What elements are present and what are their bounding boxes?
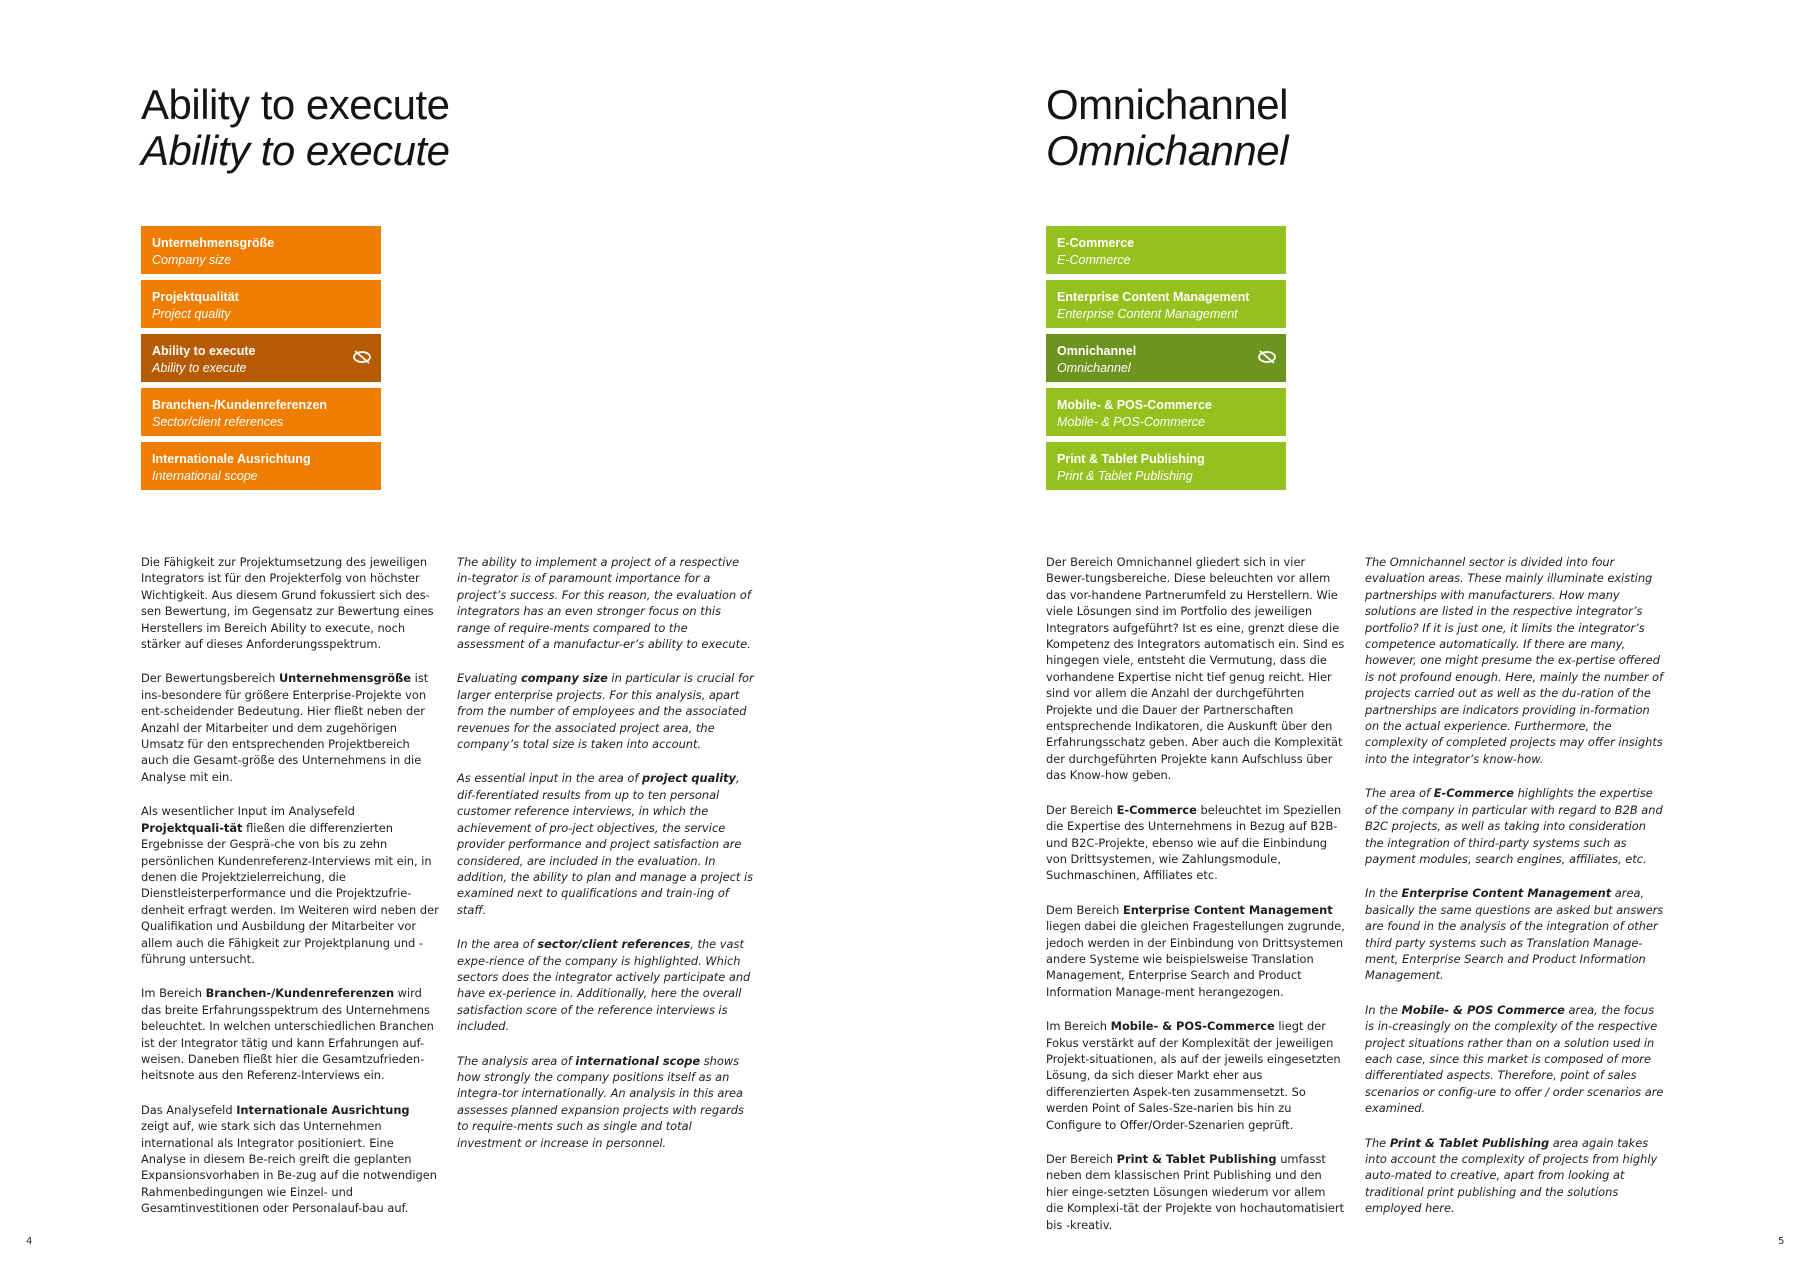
menu-item-label-de: Unternehmensgröße xyxy=(152,236,275,250)
body-column-en xyxy=(457,554,757,1169)
eye-off-icon xyxy=(1257,349,1277,365)
body-column-en xyxy=(1365,554,1665,1235)
menu-item-project-quality[interactable] xyxy=(141,280,381,328)
page-title xyxy=(141,82,450,174)
right-page xyxy=(900,0,1800,1272)
menu-item-label-de: Branchen-/Kundenreferenzen xyxy=(152,398,328,412)
menu-item-label-de: Internationale Ausrichtung xyxy=(152,452,311,466)
page-title-de: Omnichannel xyxy=(1046,81,1288,128)
paragraph: Als wesentlicher Input im Analysefeld Projektquali-tät fließen die differenzierten Ergebnisse der Gesprä-che von bis zu zehn persönlichen Kundenreferenz-Interviews mit ein, in denen die Projektzielerreichung, die Dienstleisterperformance und die Projektzufrie-denheit erfragt werden. Im Weiteren wird neben der Qualifikation und Ausbildung der Mitarbeiter vor allem auch die Fähigkeit zur Projektplanung und -führung untersucht. xyxy=(141,804,439,966)
paragraph: In the Enterprise Content Management area, basically the same questions are asked but answers are found in the analysis of the integration of other third party systems such as Translation Manage-ment, Enterprise Search and Product Information Management. xyxy=(1365,886,1664,983)
paragraph: In the area of sector/client references, the vast expe-rience of the company is highlighted. Which sectors does the integrator actively participate and have ex-perience in. Additionally, here the overall satisfaction score of the reference interviews is included. xyxy=(457,937,751,1034)
menu-item-label-en: Company size xyxy=(152,253,232,267)
menu-item-label-en: Ability to execute xyxy=(152,361,247,375)
menu-item-label-de: Mobile- & POS-Commerce xyxy=(1057,398,1212,412)
menu-item-label-de: Omnichannel xyxy=(1057,344,1137,358)
paragraph: The area of E-Commerce highlights the expertise of the company in particular with regard to B2B and B2C projects, as well as taking into consideration the integration of third-party systems such as payment modules, search engines, affiliates, etc. xyxy=(1365,786,1663,866)
page-title-en: Omnichannel xyxy=(1046,127,1288,174)
paragraph: Im Bereich Branchen-/Kundenreferenzen wird das breite Erfahrungsspektrum des Unternehmens beleuchtet. In welchen unterschiedlichen Branchen ist der Integrator tätig und kann Erfahrungen auf-weisen. Daneben fließt hier die Gesamtzufrieden-heitsnote aus den Referenz-Interviews ein. xyxy=(141,986,434,1083)
page-number: 4 xyxy=(26,1236,33,1247)
page-title xyxy=(1046,82,1288,174)
menu-item-ability-to-execute[interactable] xyxy=(141,334,381,382)
menu-item-label-de: Ability to execute xyxy=(152,344,256,358)
paragraph: Dem Bereich Enterprise Content Management liegen dabei die gleichen Fragestellungen zugrunde, jedoch werden in der Einbindung von Drittsystemen andere Systeme wie beispielsweise Translation Management, Enterprise Search and Product Information Manage-ment herangezogen. xyxy=(1046,902,1345,999)
paragraph: Der Bereich E-Commerce beleuchtet im Speziellen die Expertise des Unternehmens in Bezug auf B2B- und B2C-Projekte, ebenso wie auf die Einbindung von Drittsystemen, wie Zahlungsmodule, Suchmaschinen, Affiliates etc. xyxy=(1046,802,1342,883)
paragraph: As essential input in the area of project quality, dif-ferentiated results from up to ten personal customer reference interviews, in which the achievement of pro-ject objectives, the service provider performance and project satisfaction are considered, are included in the evaluation. In addition, the ability to plan and manage a project is examined next to qualifications and train-ing of staff. xyxy=(457,771,754,917)
page-number: 5 xyxy=(1778,1236,1785,1247)
menu-item-sector-client-references[interactable] xyxy=(141,388,381,436)
paragraph: The analysis area of international scope shows how strongly the company positions itself as an integra-tor internationally. An analysis in this area assesses planned expansion projects with regards to require-ments such as single and total investment or increase in personnel. xyxy=(457,1053,744,1150)
menu-item-print-tablet-publishing[interactable] xyxy=(1046,442,1286,490)
paragraph: Der Bewertungsbereich Unternehmensgröße ist ins-besondere für größere Enterprise-Projekte von ent-scheidender Bedeutung. Hier fließt neben der Anzahl der Mitarbeiter und dem zugehörigen Umsatz für den entsprechenden Projektbereich auch die Gesamt-größe des Unternehmens in die Analyse mit ein. xyxy=(141,671,429,784)
eye-off-icon xyxy=(352,349,372,365)
menu-item-label-de: E-Commerce xyxy=(1057,236,1135,250)
paragraph: Der Bereich Print & Tablet Publishing umfasst neben dem klassischen Print Publishing und den hier einge-setzten Lösungen wiederum vor allem die Komplexi-tät der Projekte von hochautomatisiert bis -kreativ. xyxy=(1046,1152,1345,1232)
menu-item-label-en: Print & Tablet Publishing xyxy=(1057,469,1193,483)
paragraph: Evaluating company size in particular is crucial for larger enterprise projects. For this analysis, apart from the number of employees and the associated revenues for the associated project area, the company’s total size is taken into account. xyxy=(457,671,754,752)
category-menu xyxy=(141,226,381,496)
paragraph: Die Fähigkeit zur Projektumsetzung des jeweiligen Integrators ist für den Projekterfolg von höchster Wichtigkeit. Aus diesem Grund fokussiert sich des-sen Bewertung, im Gegensatz zur Bewertung eines Herstellers im Bereich Ability to execute, noch stärker auf dieses Anforderungsspektrum. xyxy=(141,555,434,652)
page-title-de: Ability to execute xyxy=(141,81,450,128)
menu-item-label-de: Print & Tablet Publishing xyxy=(1057,452,1205,466)
paragraph: Der Bereich Omnichannel gliedert sich in vier Bewer-tungsbereiche. Diese beleuchten vor allem das vor-handene Partnerumfeld zu Herstellern. Wie viele Lösungen sind im Portfolio des jeweiligen Integrators aufgeführt? Ist es eine, grenzt diese die Kompetenz des Integrators automatisch ein. Sind es hingegen viele, entsteht die Vermutung, dass die vorhandene Expertise nicht tief genug reicht. Hier sind vor allem die Anzahl der durchgeführten Projekte und die Dauer der Partnerschaften entsprechende Indikatoren, die Auskunft über den Erfahrungsschatz geben. Aber auch die Komplexität der durchgeführten Projekte kann Aufschluss über das Know-how geben. xyxy=(1046,555,1345,783)
paragraph: The ability to implement a project of a respective in-tegrator is of paramount importance for a project’s success. For this reason, the evaluation of integrators has an even stronger focus on this range of require-ments compared to the assessment of a manufactur-er’s ability to execute. xyxy=(457,555,751,652)
menu-item-international-scope[interactable] xyxy=(141,442,381,490)
menu-item-enterprise-content-management[interactable] xyxy=(1046,280,1286,328)
category-menu xyxy=(1046,226,1286,496)
body-column-de xyxy=(1046,554,1346,1251)
paragraph: In the Mobile- & POS Commerce area, the focus is in-creasingly on the complexity of the respective project situations rather than on a solution used in each case, since this market is composed of more differentiated aspects. Therefore, point of sales scenarios or config-ure to offer / order scenarios are examined. xyxy=(1365,1002,1664,1116)
body-column-de xyxy=(141,554,441,1235)
paragraph: Das Analysefeld Internationale Ausrichtung zeigt auf, wie stark sich das Unternehmen international als Integrator positioniert. Eine Analyse in diesem Be-reich greift die geplanten Expansionsvorhaben in Be-zug auf die notwendigen Rahmenbedingungen wie Einzel- und Gesamtinvestitionen oder Personalauf-bau auf. xyxy=(141,1102,437,1216)
menu-item-company-size[interactable] xyxy=(141,226,381,274)
paragraph: Im Bereich Mobile- & POS-Commerce liegt der Fokus verstärkt auf der Komplexität der jeweiligen Projekt-situationen, als auf der jeweils eingesetzten Lösung, da sich dieser Markt eher aus differenzierten Aspek-ten zusammensetzt. So werden Point of Sales-Sze-narien bis hin zu Configure to Offer/Order-Szenarien geprüft. xyxy=(1046,1019,1341,1132)
menu-item-label-en: Project quality xyxy=(152,307,231,321)
menu-item-label-en: Sector/client references xyxy=(152,415,284,429)
page-title-en: Ability to execute xyxy=(141,127,450,174)
menu-item-label-en: Mobile- & POS-Commerce xyxy=(1057,415,1205,429)
paragraph: The Omnichannel sector is divided into four evaluation areas. These mainly illuminate existing partnerships with manufacturers. How many solutions are listed in the respective integrator’s portfolio? If it is just one, it limits the integrator’s competence automatically. If there are many, however, one might presume the ex-pertise offered is not profound enough. Here, mainly the number of projects carried out as well as the du-ration of the partnerships are indicators providing in-formation on the actual experience. Furthermore, the complexity of completed projects may offer insights into the integrator’s know-how. xyxy=(1365,555,1664,766)
menu-item-e-commerce[interactable] xyxy=(1046,226,1286,274)
menu-item-omnichannel[interactable] xyxy=(1046,334,1286,382)
paragraph: The Print & Tablet Publishing area again takes into account the complexity of projects from highly auto-mated to creative, apart from looking at traditional print publishing and the solutions employed here. xyxy=(1365,1135,1658,1216)
menu-item-label-de: Projektqualität xyxy=(152,290,239,304)
menu-item-label-en: E-Commerce xyxy=(1057,253,1131,267)
menu-item-label-de: Enterprise Content Management xyxy=(1057,290,1250,304)
menu-item-label-en: Omnichannel xyxy=(1057,361,1131,375)
menu-item-label-en: Enterprise Content Management xyxy=(1057,307,1238,321)
menu-item-label-en: International scope xyxy=(152,469,258,483)
menu-item-mobile-pos-commerce[interactable] xyxy=(1046,388,1286,436)
